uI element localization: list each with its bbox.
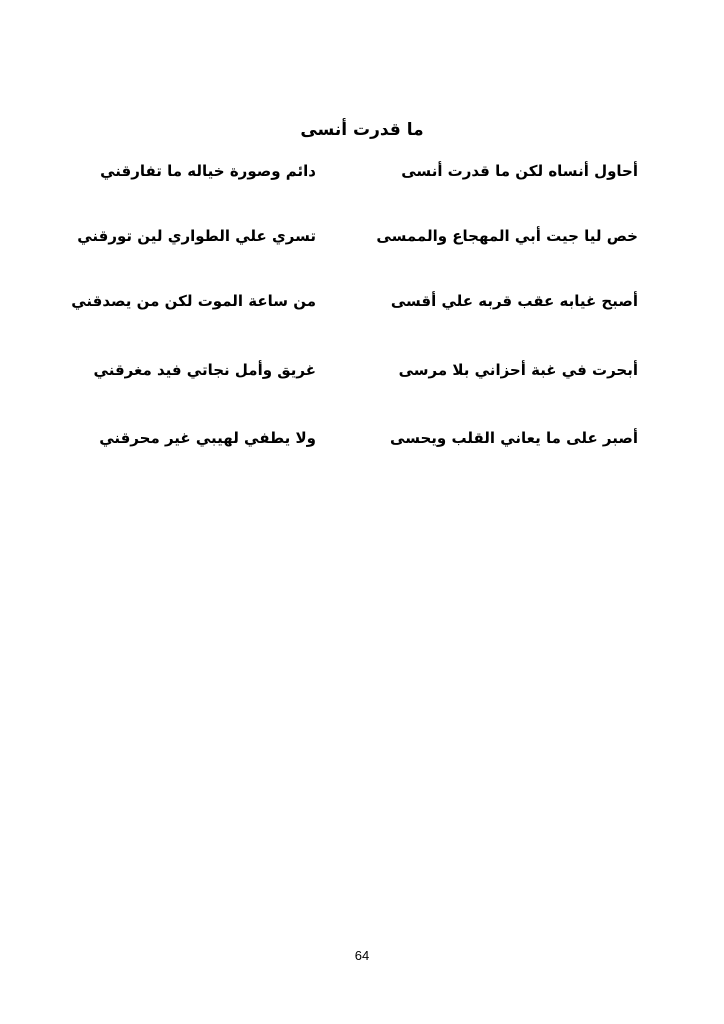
verse-3-first-hemistich: أصبح غيابه عقب قربه علي أقسى [390,292,638,310]
verse-2-first-hemistich: خص ليا جيت أبي المهجاع والممسى [376,227,638,245]
verse-5 [0,424,724,452]
verse-1-second-hemistich: دائم وصورة خياله ما تفارقني [100,162,316,180]
verse-2 [0,222,724,250]
verse-5-first-hemistich: أصبر على ما يعاني القلب ويحسى [390,429,638,447]
poem-title: ما قدرت أنسى [300,120,424,140]
verse-5-second-hemistich: ولا يطفي لهيبي غير محرقني [99,429,316,447]
verse-3-second-hemistich: من ساعة الموت لكن من يصدقني [71,292,316,310]
verse-1 [0,157,724,185]
page-number: 64 [354,948,370,963]
verse-4 [0,356,724,384]
verse-3 [0,287,724,315]
verse-1-first-hemistich: أحاول أنساه لكن ما قدرت أنسى [401,162,638,180]
verse-4-first-hemistich: أبحرت في غبة أحزاني بلا مرسى [398,361,638,379]
verse-4-second-hemistich: غريق وأمل نجاتي فيد مغرقني [93,361,316,379]
verse-2-second-hemistich: تسري علي الطواري لين تورقني [77,227,316,245]
